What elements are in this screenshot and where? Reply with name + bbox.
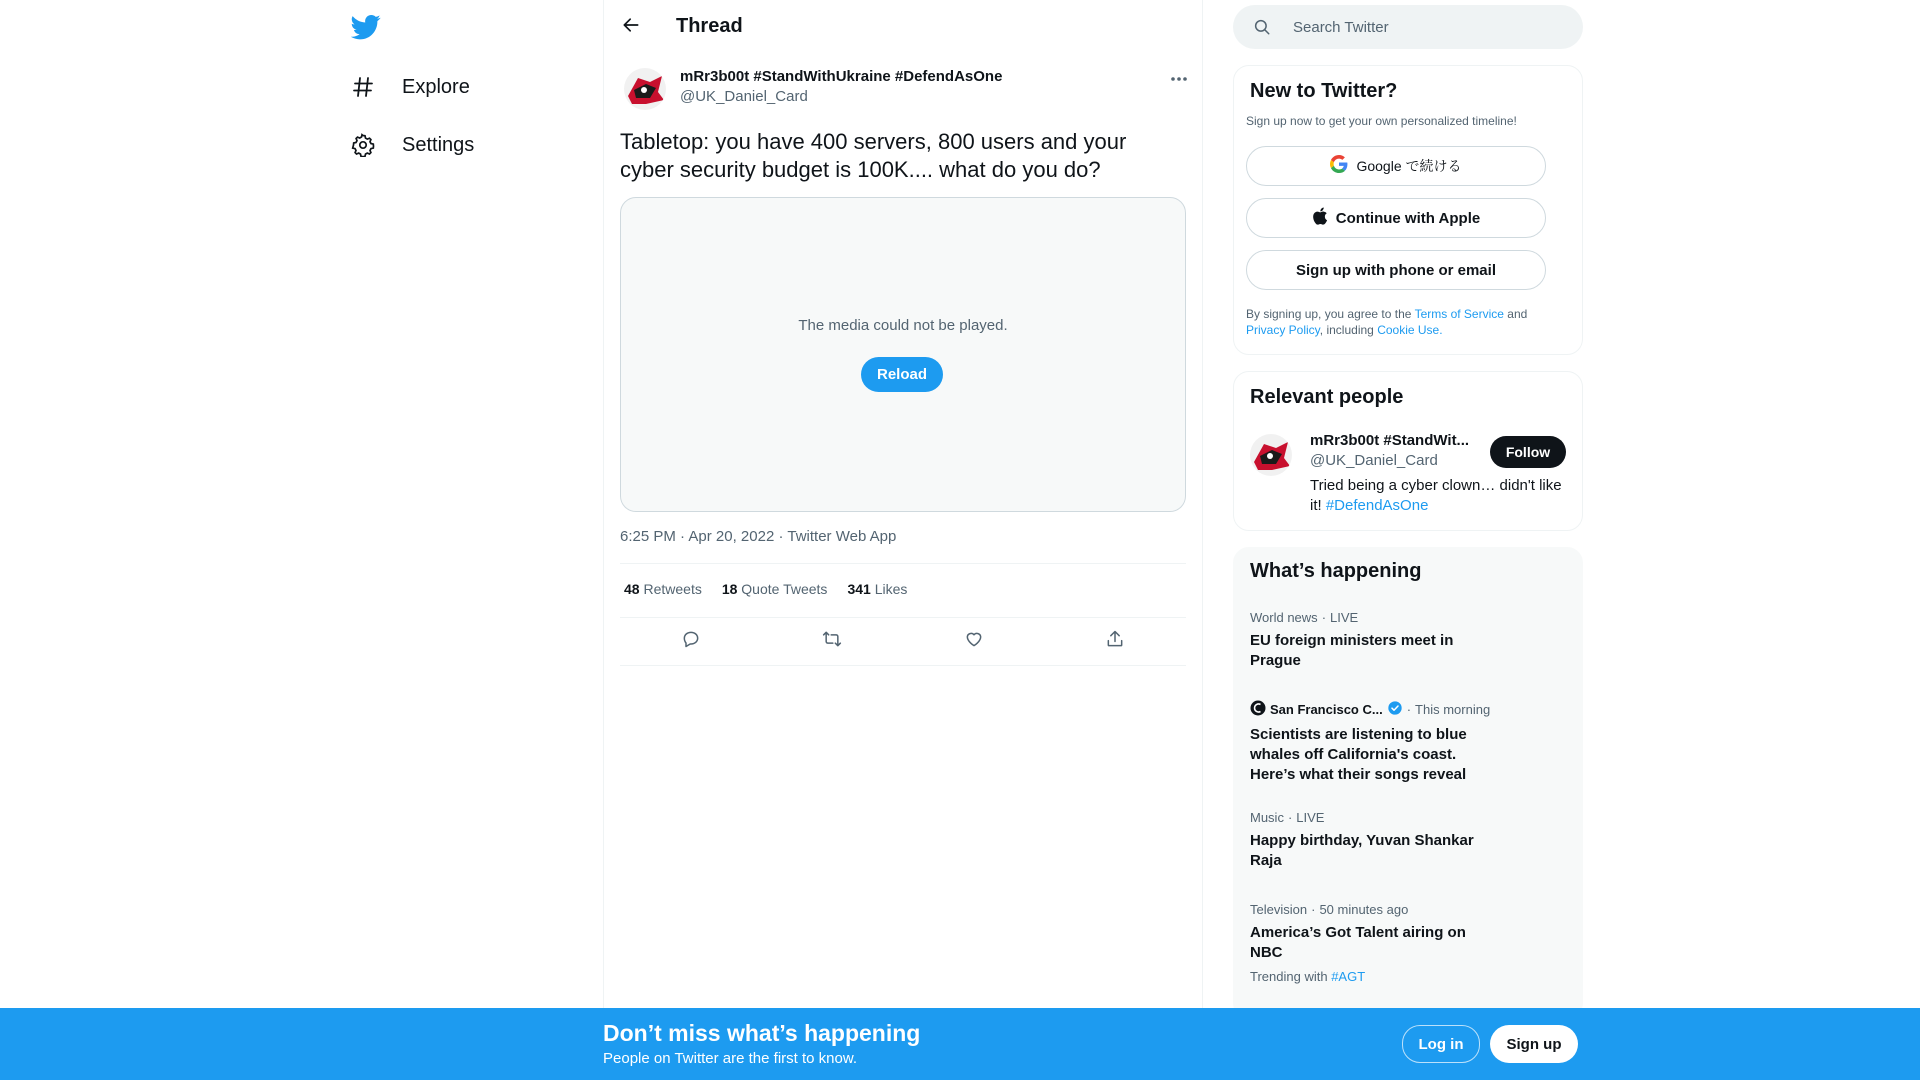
reply-button[interactable] xyxy=(674,624,708,658)
trend-category-label: San Francisco C... xyxy=(1270,702,1383,717)
cookie-link[interactable]: Cookie Use. xyxy=(1377,323,1443,337)
back-button[interactable] xyxy=(614,10,648,44)
phone-email-signup-label: Sign up with phone or email xyxy=(1295,261,1496,279)
signup-subtitle: Sign up now to get your own personalized timeline! xyxy=(1246,114,1517,128)
google-signin-label: Google で続ける xyxy=(1356,158,1462,174)
tweet-text: Tabletop: you have 400 servers, 800 users and your cyber security budget is 100K.... what do you do? xyxy=(620,129,1127,182)
trend-category xyxy=(1250,700,1550,719)
trend-headline: Scientists are listening to blue whales off California's coast. Here’s what their songs reveal xyxy=(1250,726,1467,783)
nav-item-explore[interactable] xyxy=(350,63,470,111)
more-dots-icon xyxy=(1170,69,1188,87)
trend-extra: 50 minutes ago xyxy=(1319,902,1409,917)
legal-including: , including xyxy=(1319,323,1374,337)
trend-headline: America’s Got Talent airing on NBC xyxy=(1250,924,1466,961)
media-player[interactable] xyxy=(620,197,1186,512)
divider xyxy=(620,617,1186,618)
page-title: Thread xyxy=(676,15,743,37)
meta-separator: · xyxy=(778,528,784,545)
person-bio xyxy=(1310,476,1572,516)
tweet-time[interactable]: 6:25 PM xyxy=(620,528,676,545)
tweet-actions xyxy=(620,624,1186,658)
phone-email-signup-button[interactable] xyxy=(1246,250,1546,290)
author-name[interactable]: mRr3b00t #StandWithUkraine #DefendAsOne xyxy=(680,68,1003,85)
twitter-bird-icon[interactable] xyxy=(351,12,381,42)
stat-label: Quote Tweets xyxy=(741,581,828,597)
main-column xyxy=(603,0,1203,1010)
stat-label: Retweets xyxy=(643,581,702,597)
whats-happening-card xyxy=(1233,547,1583,1019)
privacy-link[interactable]: Privacy Policy xyxy=(1246,323,1320,337)
trend-extra: LIVE xyxy=(1296,810,1325,825)
google-icon xyxy=(1330,155,1348,177)
reply-icon xyxy=(681,629,701,654)
trending-hashtag-link[interactable]: #AGT xyxy=(1331,969,1366,984)
stat-count: 18 xyxy=(721,581,738,597)
arrow-left-icon xyxy=(621,15,641,40)
bottom-bar-subtitle: People on Twitter are the first to know. xyxy=(603,1050,858,1067)
google-signin-button[interactable] xyxy=(1246,146,1546,186)
quote-tweets-stat[interactable] xyxy=(722,581,828,597)
trend-headline: EU foreign ministers meet in Prague xyxy=(1250,632,1454,669)
bio-text: Tried being a cyber clown… didn't like it! xyxy=(1310,477,1562,514)
trend-category xyxy=(1250,810,1550,825)
signup-button[interactable]: Sign up xyxy=(1490,1025,1578,1063)
bottom-bar-title: Don’t miss what’s happening xyxy=(603,1020,921,1046)
share-button[interactable] xyxy=(1098,624,1132,658)
divider xyxy=(620,665,1186,666)
gear-icon xyxy=(350,132,376,158)
stat-label: Likes xyxy=(874,581,908,597)
bio-hashtag-link[interactable]: #DefendAsOne xyxy=(1325,497,1429,514)
trend-item[interactable] xyxy=(1250,610,1550,671)
stat-count: 341 xyxy=(847,581,871,597)
meta-separator: · xyxy=(680,528,686,545)
apple-signin-label: Continue with Apple xyxy=(1335,209,1481,227)
trend-category-label: Music xyxy=(1250,810,1284,825)
tweet-date[interactable]: Apr 20, 2022 xyxy=(688,528,775,545)
tweet-stats xyxy=(624,581,907,597)
card-title: What’s happening xyxy=(1250,560,1422,582)
trend-category xyxy=(1250,902,1550,917)
search-input[interactable] xyxy=(1291,18,1555,37)
media-error-message: The media could not be played. xyxy=(798,317,1008,334)
terms-link[interactable]: Terms of Service xyxy=(1414,307,1504,321)
share-icon xyxy=(1105,629,1125,654)
dot-separator: · xyxy=(1287,810,1293,825)
trend-category xyxy=(1250,610,1550,625)
dot-separator: · xyxy=(1311,902,1316,917)
login-button[interactable]: Log in xyxy=(1402,1025,1480,1063)
thread-header xyxy=(604,0,1202,53)
verified-badge-icon xyxy=(1387,700,1403,719)
card-title: Relevant people xyxy=(1250,386,1404,408)
follow-button[interactable]: Follow xyxy=(1490,436,1566,468)
trending-with-label: Trending with xyxy=(1250,969,1328,984)
person-name[interactable]: mRr3b00t #StandWit... xyxy=(1310,432,1470,449)
like-icon xyxy=(964,629,984,654)
apple-icon xyxy=(1312,207,1328,229)
likes-stat[interactable] xyxy=(847,581,907,597)
nav-item-settings[interactable] xyxy=(350,121,474,169)
author-handle[interactable]: @UK_Daniel_Card xyxy=(680,88,808,105)
stat-count: 48 xyxy=(624,581,640,597)
publisher-logo-icon xyxy=(1250,700,1266,719)
reload-button[interactable]: Reload xyxy=(861,357,943,392)
signup-card xyxy=(1233,65,1583,355)
avatar[interactable] xyxy=(624,68,666,110)
person-handle[interactable]: @UK_Daniel_Card xyxy=(1310,452,1438,469)
bottom-signup-bar xyxy=(0,1008,1920,1080)
legal-prefix: By signing up, you agree to the xyxy=(1246,307,1412,321)
card-title: New to Twitter? xyxy=(1250,80,1398,102)
nav-item-label: Explore xyxy=(402,75,470,98)
dot-separator: · xyxy=(1321,610,1327,625)
avatar[interactable] xyxy=(1250,434,1292,476)
retweets-stat[interactable] xyxy=(624,581,702,597)
trend-category-label: World news xyxy=(1250,610,1318,625)
retweet-icon xyxy=(821,629,843,654)
legal-text xyxy=(1246,306,1566,338)
more-options-button[interactable] xyxy=(1164,66,1194,90)
hashtag-icon xyxy=(350,74,376,100)
search-icon xyxy=(1253,18,1271,36)
tweet-meta xyxy=(620,528,896,545)
legal-and: and xyxy=(1507,307,1528,321)
tweet-source[interactable]: Twitter Web App xyxy=(787,528,897,545)
trend-item[interactable] xyxy=(1250,902,1550,984)
trend-extra: LIVE xyxy=(1330,610,1359,625)
dot-separator: · xyxy=(1406,702,1412,717)
trend-item[interactable] xyxy=(1250,700,1550,785)
like-button[interactable] xyxy=(957,624,991,658)
apple-signin-button[interactable] xyxy=(1246,198,1546,238)
retweet-button[interactable] xyxy=(815,624,849,658)
trend-category-label: Television xyxy=(1250,902,1308,917)
nav-item-label: Settings xyxy=(402,133,475,156)
trend-item[interactable] xyxy=(1250,810,1550,871)
relevant-people-card xyxy=(1233,371,1583,531)
search-bar xyxy=(1233,5,1583,49)
trend-headline: Happy birthday, Yuvan Shankar Raja xyxy=(1250,832,1474,869)
trend-extra: This morning xyxy=(1415,702,1491,717)
trending-with xyxy=(1250,969,1550,984)
divider xyxy=(620,563,1186,564)
